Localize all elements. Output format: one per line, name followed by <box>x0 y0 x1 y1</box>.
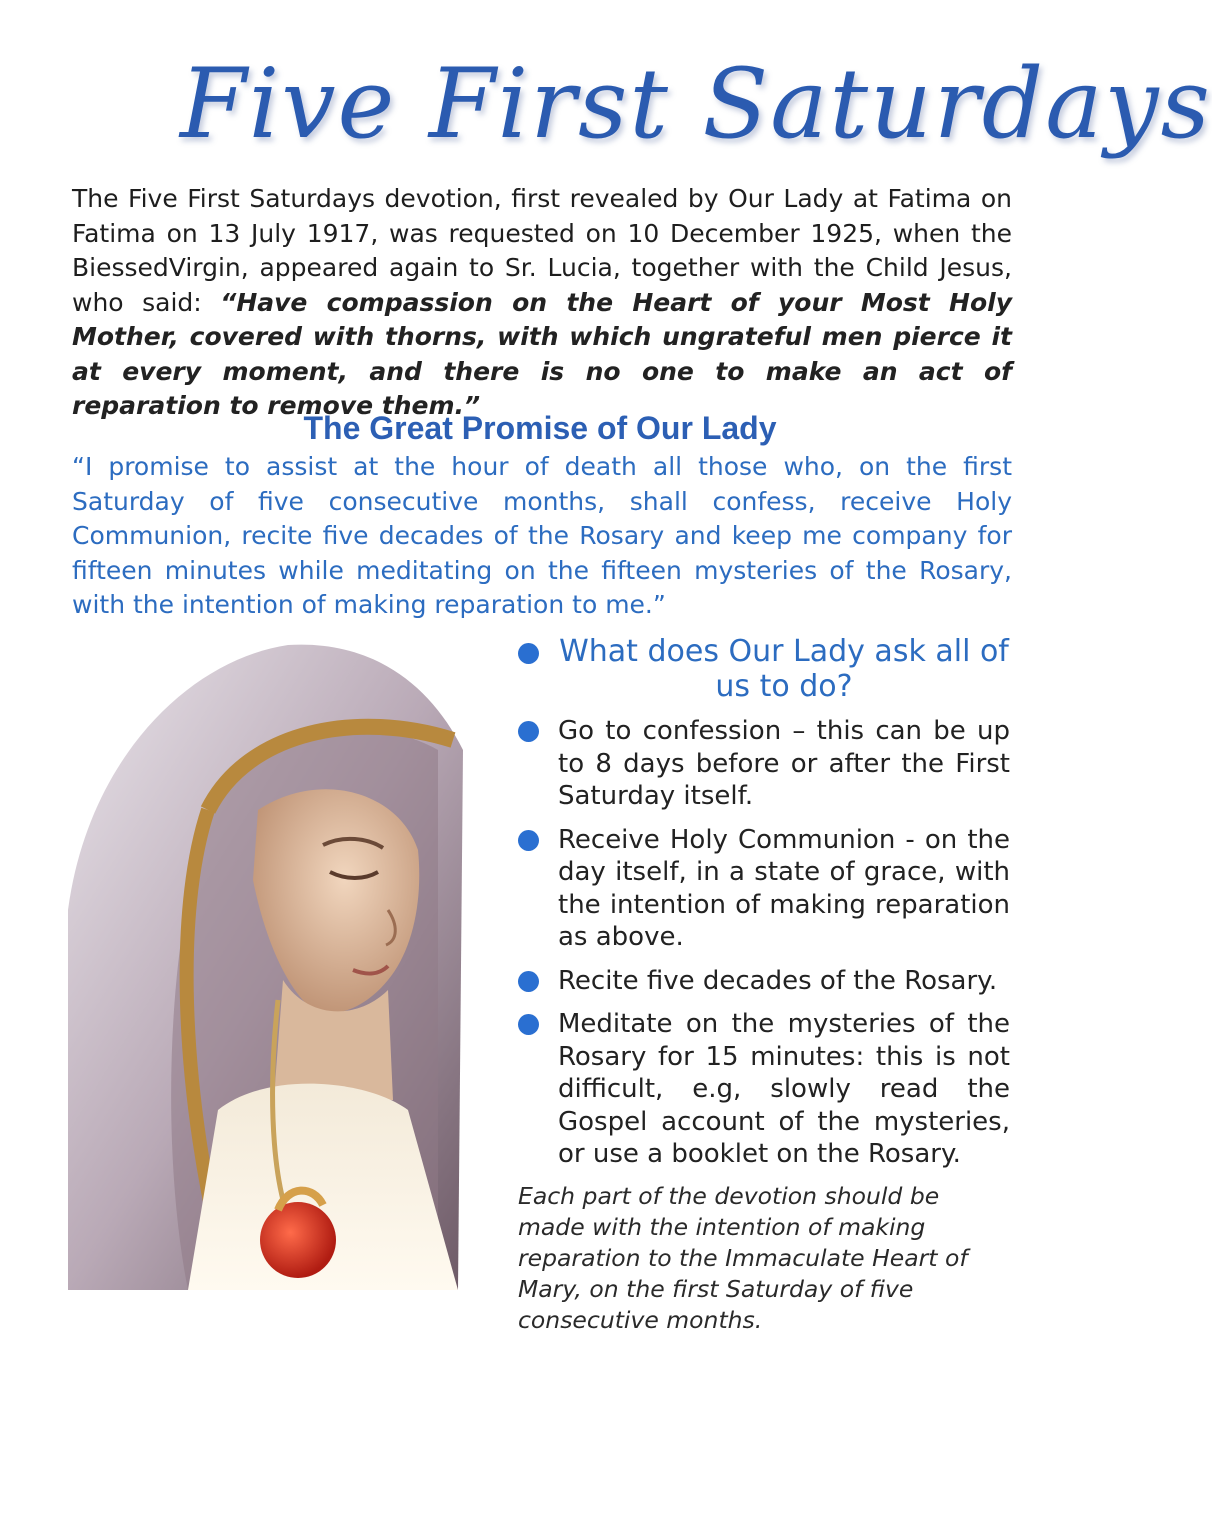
intro-paragraph <box>72 182 1012 424</box>
list-item-text: Recite five decades of the Rosary. <box>558 965 998 996</box>
bullet-icon <box>518 721 539 742</box>
promise-heading: The Great Promise of Our Lady <box>303 410 777 446</box>
list-item <box>518 715 1010 813</box>
intro-text: The Five First Saturdays devotion, first revealed by Our Lady at Fatima on Fatima on 13 July 1917, was requested on 10 December 1925, when the BiessedVirgin, appeared again to Sr. Lucia, together with the Child Jesus, who said: <box>72 184 1012 317</box>
promise-text: “I promise to assist at the hour of death all those who, on the first Saturday of five consecutive months, shall confess, receive Holy Communion, recite five decades of the Rosary and keep me company for fifteen minutes while meditating on the fifteen mysteries of the Rosary, with the intention of making reparation to me.” <box>72 452 1012 619</box>
page-title: Five First Saturdays <box>180 48 1212 160</box>
list-item-text: Receive Holy Communion - on the day itself, in a state of grace, with the intention of making reparation as above. <box>558 824 1010 952</box>
list-item-text: Go to confession – this can be up to 8 days before or after the First Saturday itself. <box>558 716 1010 811</box>
bullet-icon <box>518 1014 539 1035</box>
devotion-note: Each part of the devotion should be made with the intention of making reparation to the Immaculate Heart of Mary, on the first Saturday of five consecutive months. <box>518 1181 968 1334</box>
list-item <box>518 965 1010 998</box>
statue-illustration <box>68 640 468 1295</box>
our-lady-statue-image <box>68 640 468 1295</box>
list-item <box>518 824 1010 954</box>
bullet-icon <box>518 971 539 992</box>
list-item-text: Meditate on the mysteries of the Rosary for 15 minutes: this is not difficult, e.g, slowly read the Gospel account of the mysteries, or use a booklet on the Rosary. <box>558 1009 1010 1169</box>
steps-column <box>518 634 1010 1336</box>
steps-question <box>518 634 1010 704</box>
intro-quote: “Have compassion on the Heart of your Most Holy Mother, covered with thorns, with which ungrateful men pierce it at every moment, and there is no one to make an act of reparation to remove them.” <box>72 287 1012 420</box>
steps-question-text: What does Our Lady ask all of us to do? <box>559 634 1009 704</box>
bullet-icon <box>518 830 539 851</box>
bullet-icon <box>518 643 539 664</box>
list-item <box>518 1008 1010 1171</box>
